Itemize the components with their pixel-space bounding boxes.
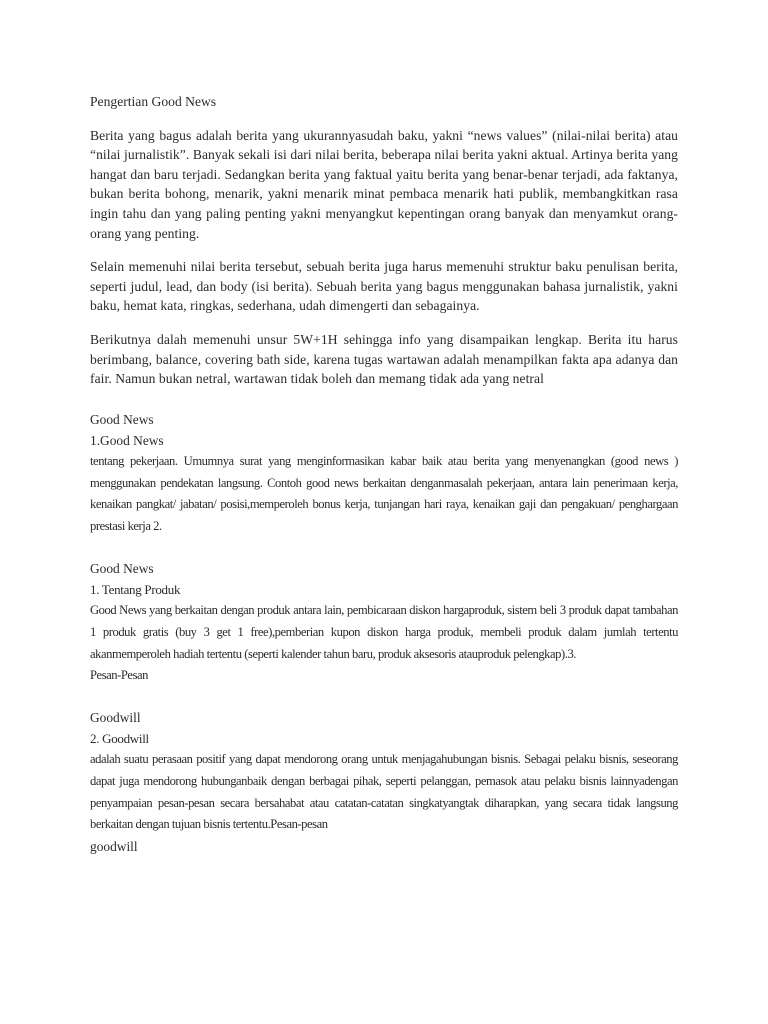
section2-trailer: Pesan-Pesan [90, 668, 149, 683]
paragraph-1: Berita yang bagus adalah berita yang ukurannyasudah baku, yakni “news values” (nilai-nilai berita) atau “nilai jurnalistik”. Banyak sekali isi dari nilai berita, beberapa nilai berita yakni aktual. Artinya berita yang hangat dan baru terjadi. Sedangkan berita yang faktual yaitu berita yang benar-benar terjadi, ada faktanya, bukan berita bohong, menarik, yakni menarik minat pembaca menarik hati publik, membangkitkan rasa ingin tahu dan yang paling penting yakni menyangkut kepentingan orang banyak dan menyamkut orang-orang yang penting. [90, 127, 678, 241]
document-title: Pengertian Good News [90, 94, 217, 109]
section1-subheading: 1.Good News [90, 432, 164, 448]
section2-subheading: 1. Tentang Produk [90, 581, 181, 597]
section2-heading: Good News [90, 560, 154, 576]
section3-trailer: goodwill [90, 839, 138, 855]
section3-subheading: 2. Goodwill [90, 731, 149, 747]
section3-body: adalah suatu perasaan positif yang dapat mendorong orang untuk menjagahubungan bisnis. Sebagai pelaku bisnis, seseorang dapat juga mendorong hubunganbaik dengan berbagai pihak, seperti pelanggan, pemasok atau pelaku bisnis lainnyadengan penyampaian pesan-pesan secara bersahabat atau catatan-catatan singkatyangtak diharapkan, yang secara tidak langsung berkaitan dengan tujuan bisnis tertentu.Pesan-pesan [90, 752, 678, 832]
document-page [90, 92, 678, 857]
section1-body: tentang pekerjaan. Umumnya surat yang menginformasikan kabar baik atau berita yang menyenangkan (good news ) menggunakan pendekatan langsung. Contoh good news berkaitan denganmasalah pekerjaan, antara lain penerimaan kerja, kenaikan pangkat/ jabatan/ posisi,memperoleh bonus kerja, tunjangan hari raya, kenaikan gaji dan pengakuan/ penghargaan prestasi kerja 2. [90, 453, 678, 534]
paragraph-2: Selain memenuhi nilai berita tersebut, sebuah berita juga harus memenuhi struktur baku penulisan berita, seperti judul, lead, dan body (isi berita). Sebuah berita yang bagus menggunakan bahasa jurnalistik, yakni baku, hemat kata, ringkas, sederhana, udah dimengerti dan sebagainya. [90, 259, 678, 314]
section2-body: Good News yang berkaitan dengan produk antara lain, pembicaraan diskon hargaproduk, sistem beli 3 produk dapat tambahan 1 produk gratis (buy 3 get 1 free),pemberian kupon diskon harga produk, membeli produk dalam jumlah tertentu akanmemperoleh hadiah tertentu (seperti kalender tahun baru, produk aksesoris atauproduk pelengkap).3. [90, 602, 678, 661]
paragraph-3: Berikutnya dalah memenuhi unsur 5W+1H sehingga info yang disampaikan lengkap. Berita itu harus berimbang, balance, covering bath side, karena tugas wartawan adalah menampilkan fakta apa adanya dan fair. Namun bukan netral, wartawan tidak boleh dan memang tidak ada yang netral [90, 331, 678, 387]
section3-heading: Goodwill [90, 710, 141, 726]
section1-heading: Good News [90, 411, 154, 427]
